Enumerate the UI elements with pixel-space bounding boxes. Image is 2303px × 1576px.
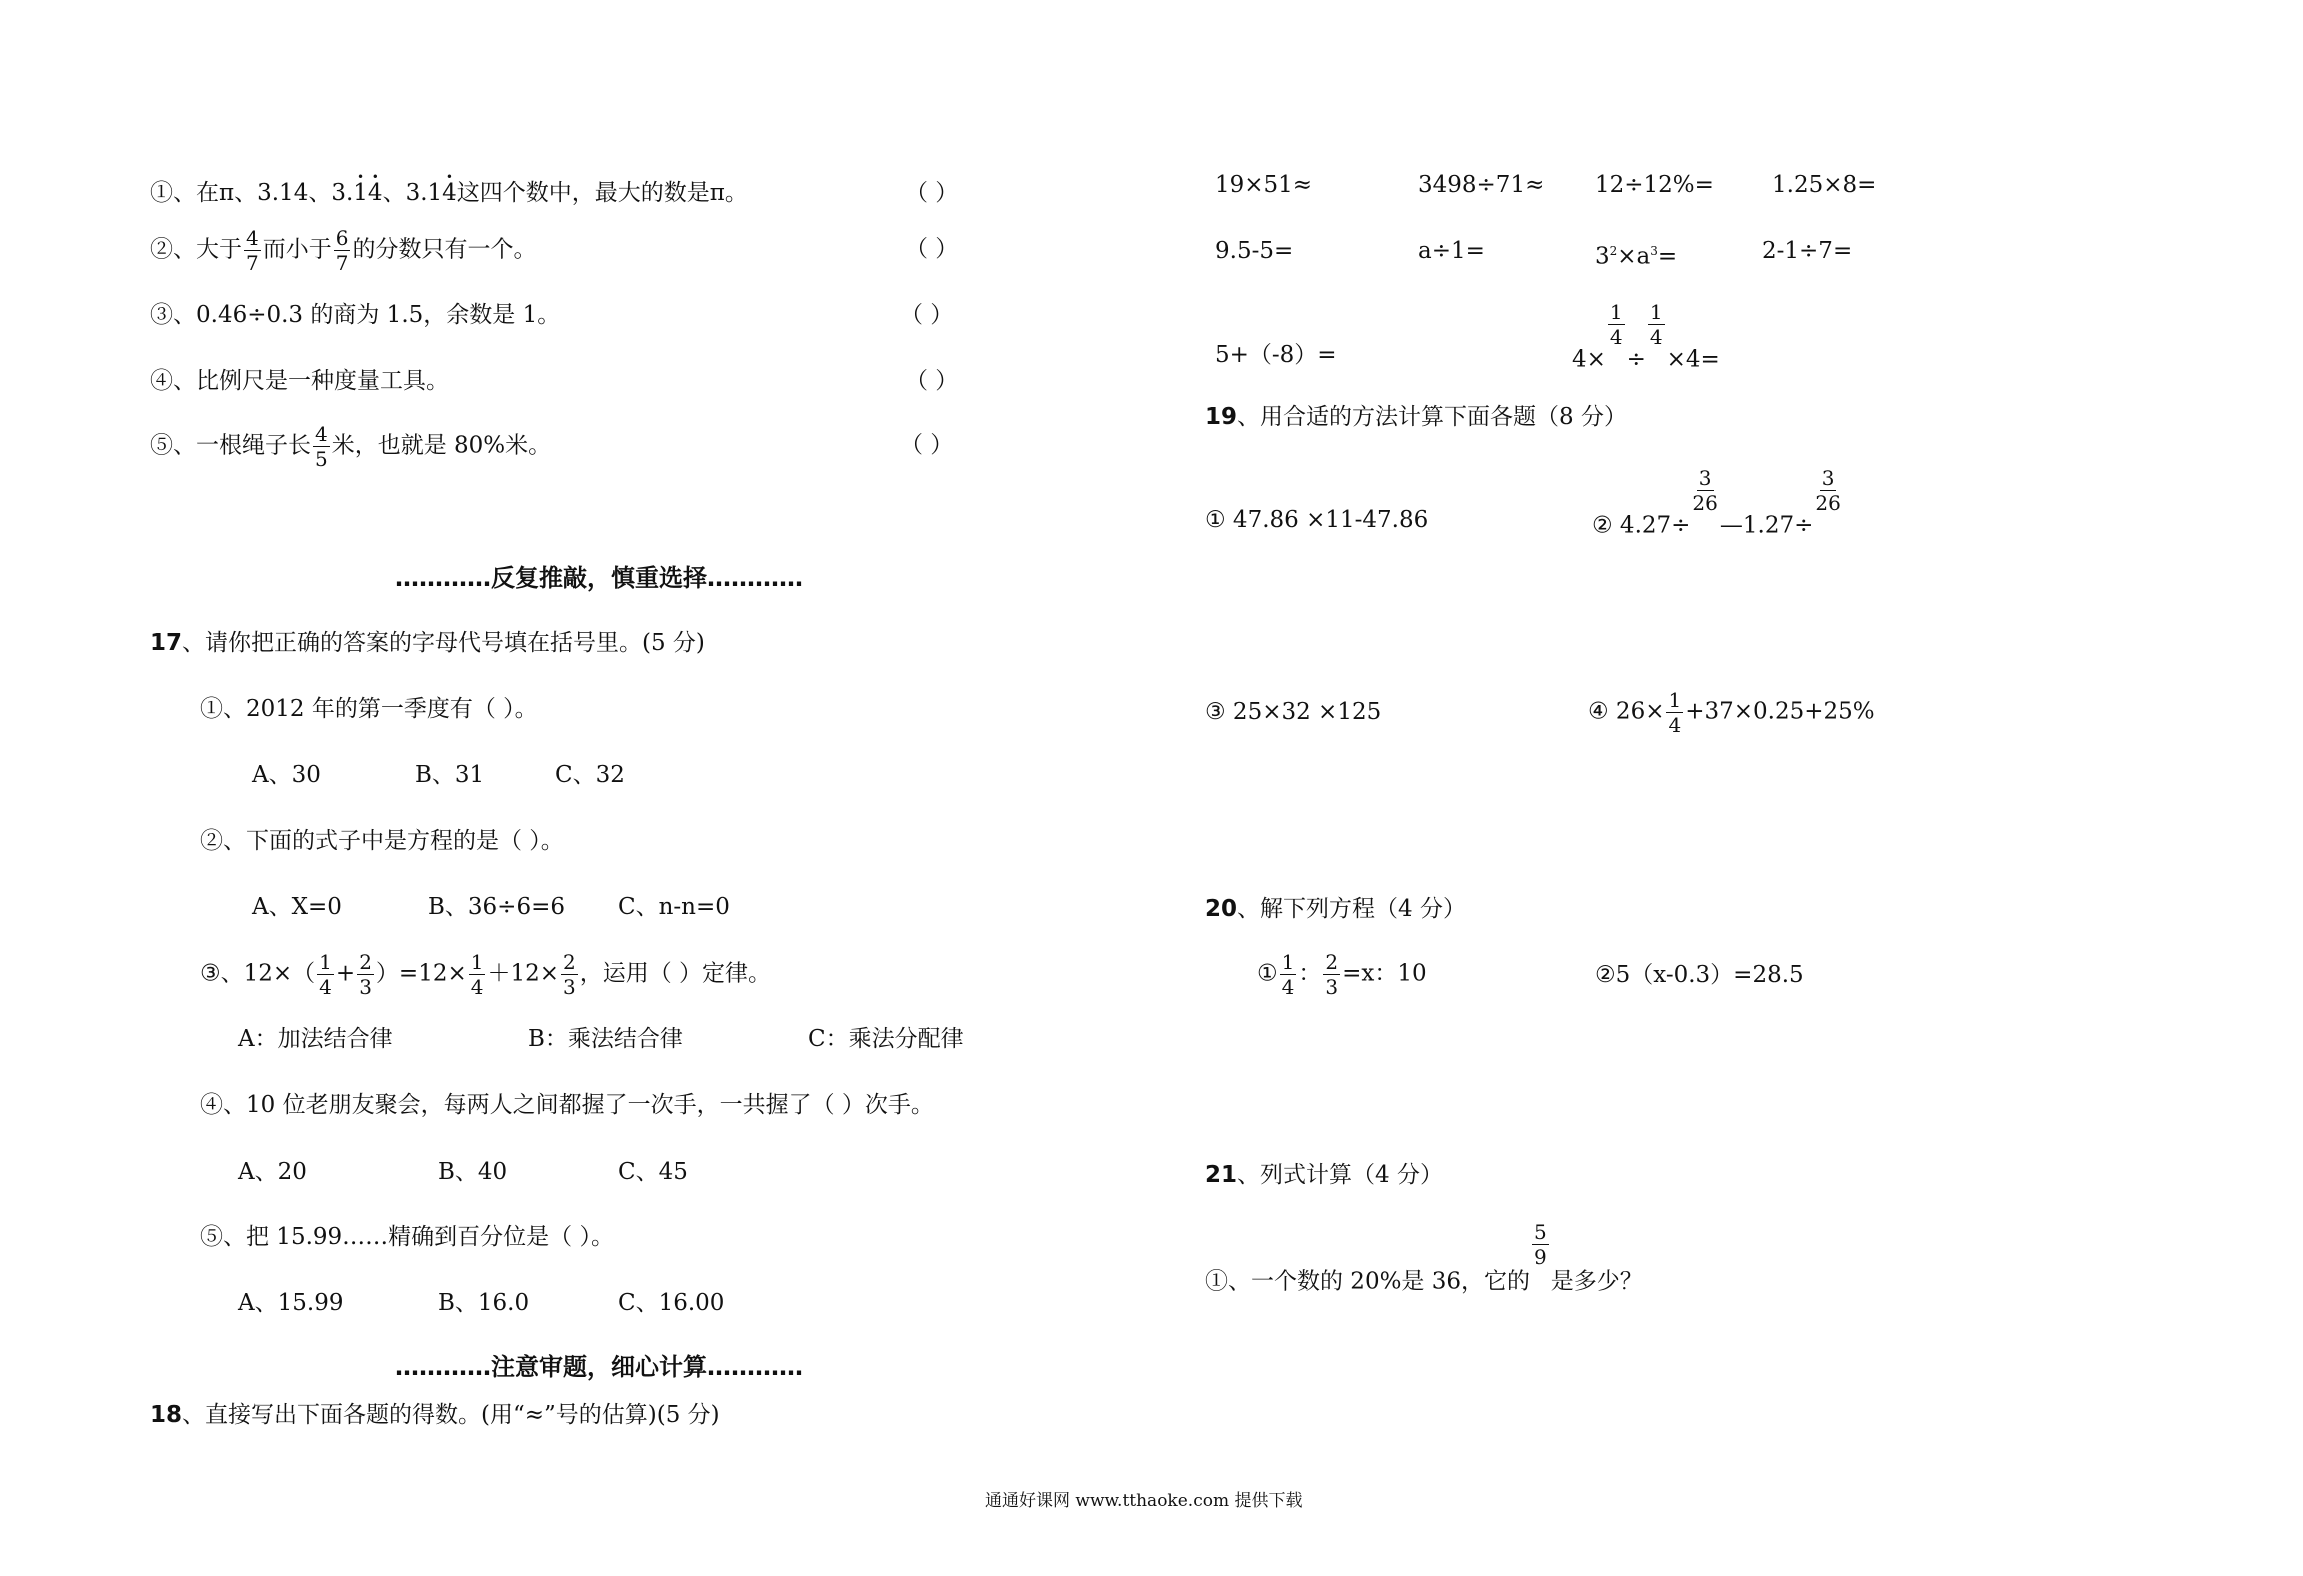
text: ⑤、一根绳子长	[150, 432, 311, 459]
text: =x：10	[1342, 960, 1427, 987]
q20-eq-1	[1257, 952, 1427, 997]
denominator: 4	[1668, 713, 1682, 737]
option-b[interactable]: B、36÷6=6	[428, 894, 565, 920]
q21-expr-1	[1205, 1222, 1643, 1297]
text: 米，也就是 80%米。	[331, 432, 552, 459]
q17-item-4: ④、10 位老朋友聚会，每两人之间都握了一次手，一共握了（ ）次手。	[200, 1092, 934, 1118]
denominator: 3	[1325, 975, 1339, 999]
fraction	[1648, 302, 1665, 347]
numerator: 1	[470, 950, 484, 974]
judge-item-2	[150, 228, 536, 273]
text: —1.27÷	[1719, 512, 1814, 539]
footer-credit: 通通好课网 www.tthaoke.com 提供下载	[985, 1491, 1303, 1511]
fraction	[1815, 468, 1840, 513]
fraction	[1323, 952, 1340, 997]
section-header-choice: …………反复推敲，慎重选择…………	[395, 564, 803, 592]
option-b[interactable]: B、31	[415, 762, 485, 788]
exponent: 3	[1650, 244, 1658, 258]
numerator: 1	[1649, 300, 1663, 324]
text: 的分数只有一个。	[352, 236, 537, 263]
judge-item-4: ④、比例尺是一种度量工具。	[150, 368, 449, 394]
numerator: 3	[1698, 466, 1712, 490]
fraction	[334, 228, 351, 273]
text: 4×	[1572, 346, 1606, 373]
q21-title	[1205, 1160, 1443, 1190]
option-a[interactable]: A、30	[252, 762, 321, 788]
calc-item: 9.5-5=	[1215, 238, 1294, 264]
judge-item-1	[150, 178, 748, 208]
option-b[interactable]: B、16.0	[438, 1290, 530, 1316]
numerator: 2	[359, 950, 372, 974]
q17-item-2: ②、下面的式子中是方程的是（ ）。	[200, 828, 564, 854]
q20-title	[1205, 894, 1466, 924]
answer-paren[interactable]: （ ）	[900, 302, 954, 328]
calc-item: 3498÷71≈	[1418, 172, 1545, 198]
denominator: 4	[470, 975, 484, 999]
text: ，运用（ ）定律。	[579, 960, 772, 987]
repeating-digit: • 4	[368, 178, 383, 208]
option-c[interactable]: C、32	[555, 762, 625, 788]
q19-title	[1205, 402, 1627, 432]
text: ×a	[1617, 243, 1651, 270]
option-a[interactable]: A：加法结合律	[238, 1026, 393, 1052]
numerator: 1	[1281, 950, 1295, 974]
numerator: 4	[315, 422, 328, 446]
fraction	[317, 952, 334, 997]
calc-item: 19×51≈	[1215, 172, 1313, 198]
q19-expr-1: ① 47.86 ×11-47.86	[1205, 507, 1429, 533]
denominator: 7	[335, 251, 349, 275]
text: ② 4.27÷	[1592, 512, 1691, 539]
text: ①	[1257, 960, 1278, 987]
text: =	[1657, 243, 1678, 270]
denominator: 4	[1281, 975, 1295, 999]
q17-item-3	[200, 952, 771, 997]
calc-item	[1595, 236, 1677, 272]
text: ＋12×	[487, 960, 560, 987]
denominator: 4	[319, 975, 332, 999]
judge-item-1-prefix: ①、在π、3.14、3.	[150, 180, 354, 206]
section-header-calc: …………注意审题，细心计算…………	[395, 1353, 803, 1381]
question-title: 、直接写出下面各题的得数。(用“≈”号的估算)(5 分)	[182, 1402, 720, 1428]
calc-item: 5+（-8）=	[1215, 342, 1337, 368]
answer-paren[interactable]: （ ）	[905, 236, 959, 262]
question-title: 、解下列方程（4 分）	[1237, 896, 1466, 922]
fraction	[1608, 302, 1625, 347]
calc-item: 12÷12%=	[1595, 172, 1714, 198]
option-c[interactable]: C：乘法分配律	[808, 1026, 964, 1052]
text: 3	[1595, 243, 1610, 270]
option-a[interactable]: A、15.99	[238, 1290, 344, 1316]
repeating-digit: • 4	[442, 178, 457, 208]
text: 而小于	[262, 236, 332, 263]
numerator: 1	[1668, 688, 1682, 712]
fraction	[244, 228, 261, 273]
denominator: 26	[1692, 491, 1718, 515]
denominator: 26	[1815, 491, 1841, 515]
denominator: 4	[1609, 325, 1623, 349]
text: ④ 26×	[1588, 698, 1665, 725]
question-number: 21	[1205, 1162, 1238, 1188]
text: ①、一个数的 20%是 36，它的	[1205, 1268, 1531, 1295]
question-number: 19	[1205, 404, 1238, 430]
calc-item: 1.25×8=	[1772, 172, 1877, 198]
q20-eq-2: ②5（x-0.3）=28.5	[1595, 962, 1804, 988]
denominator: 7	[246, 251, 259, 275]
fraction	[1532, 1222, 1549, 1267]
option-c[interactable]: C、45	[618, 1159, 688, 1185]
question-title: 、列式计算（4 分）	[1237, 1162, 1443, 1188]
q17-title	[150, 628, 705, 658]
question-title: 、请你把正确的答案的字母代号填在括号里。(5 分)	[182, 630, 705, 656]
numerator: 1	[1609, 300, 1623, 324]
repeating-digit: • 1	[353, 178, 368, 208]
question-number: 20	[1205, 896, 1238, 922]
fraction	[1692, 468, 1717, 513]
calc-item: 2-1÷7=	[1762, 238, 1853, 264]
numerator: 6	[335, 226, 349, 250]
option-c[interactable]: C、n-n=0	[618, 894, 730, 920]
option-b[interactable]: B：乘法结合律	[528, 1026, 683, 1052]
fraction	[313, 424, 330, 469]
numerator: 3	[1821, 466, 1835, 490]
fraction	[357, 952, 374, 997]
fraction	[561, 952, 578, 997]
numerator: 2	[563, 950, 576, 974]
judge-item-1-suffix: 这四个数中，最大的数是π。	[456, 180, 748, 206]
exponent: 2	[1609, 244, 1618, 258]
q18-title	[150, 1400, 720, 1430]
option-a[interactable]: A、20	[238, 1159, 307, 1185]
question-title: 、用合适的方法计算下面各题（8 分）	[1237, 404, 1627, 430]
fraction	[1666, 690, 1683, 735]
numerator: 2	[1325, 950, 1339, 974]
calc-item	[1572, 302, 1720, 375]
fraction	[469, 952, 486, 997]
text: ÷	[1626, 346, 1646, 373]
denominator: 5	[315, 447, 328, 471]
text: ：	[1298, 960, 1322, 987]
fraction	[1280, 952, 1297, 997]
q17-item-1: ①、2012 年的第一季度有（ ）。	[200, 696, 538, 722]
judge-item-5	[150, 424, 551, 469]
option-b[interactable]: B、40	[438, 1159, 508, 1185]
q19-expr-2	[1592, 468, 1843, 541]
option-a[interactable]: A、X=0	[252, 894, 342, 920]
denominator: 3	[359, 975, 372, 999]
text: ）=12×	[375, 960, 467, 987]
text: ×4=	[1666, 346, 1720, 373]
option-c[interactable]: C、16.00	[618, 1290, 725, 1316]
text: +	[335, 960, 356, 987]
answer-paren[interactable]: （ ）	[900, 432, 954, 458]
judge-item-1-mid: 、3.1	[382, 180, 443, 206]
numerator: 5	[1534, 1220, 1547, 1244]
numerator: 1	[319, 950, 332, 974]
text: 是多少？	[1550, 1268, 1643, 1295]
q17-item-5: ⑤、把 15.99……精确到百分位是（ ）。	[200, 1224, 614, 1250]
text: ②、大于	[150, 236, 242, 263]
calc-item: a÷1=	[1418, 238, 1485, 264]
text: +37×0.25+25%	[1685, 698, 1875, 725]
denominator: 9	[1534, 1245, 1547, 1269]
q19-expr-4	[1588, 690, 1875, 735]
question-number: 17	[150, 630, 183, 656]
answer-paren[interactable]: （ ）	[905, 180, 959, 206]
question-number: 18	[150, 1402, 183, 1428]
numerator: 4	[246, 226, 259, 250]
answer-paren[interactable]: （ ）	[905, 368, 959, 394]
denominator: 3	[563, 975, 576, 999]
denominator: 4	[1649, 325, 1663, 349]
text: ③、12×（	[200, 960, 316, 987]
judge-item-3: ③、0.46÷0.3 的商为 1.5，余数是 1。	[150, 302, 561, 328]
q19-expr-3: ③ 25×32 ×125	[1205, 699, 1382, 725]
